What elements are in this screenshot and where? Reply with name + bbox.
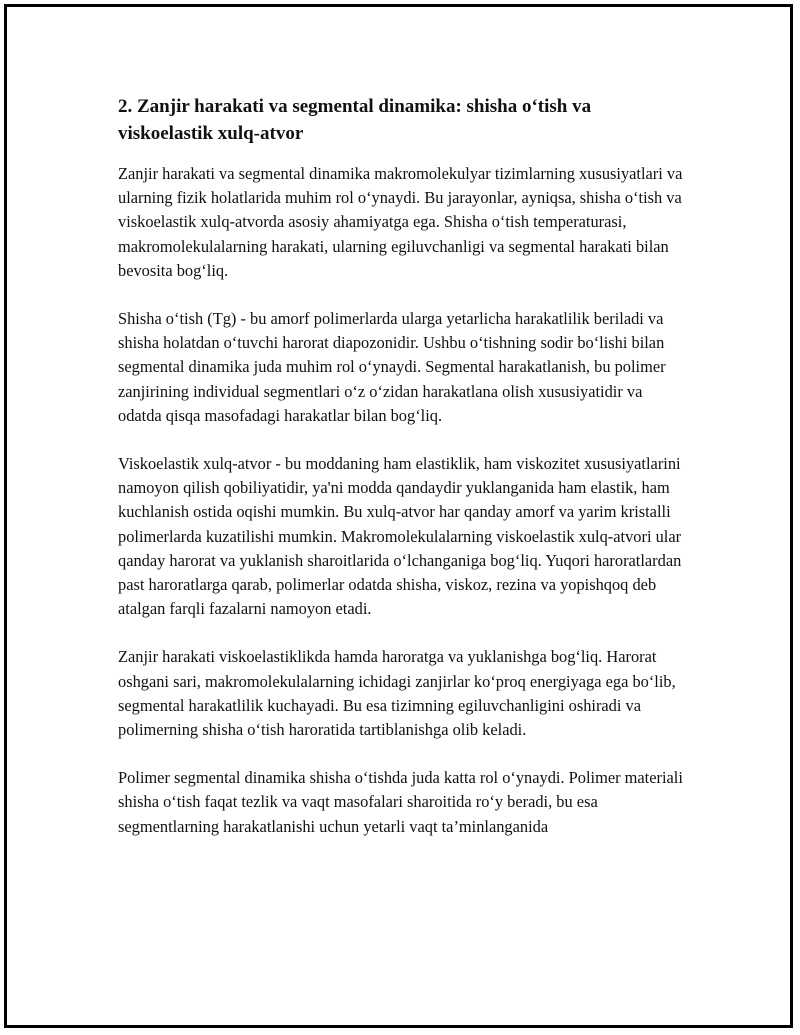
section-heading: 2. Zanjir harakati va segmental dinamika: shisha o‘tish va viskoelastik xulq-atvor [118, 96, 592, 144]
paragraph: Polimer segmental dinamika shisha o‘tishda juda katta rol o‘ynaydi. Polimer materiali shisha o‘tish faqat tezlik va vaqt masofalari sharoitida ro‘y beradi, bu esa segmentlarning harakatlanishi uchun yetarli vaqt ta’minlanganida [118, 768, 683, 836]
paragraph: Zanjir harakati viskoelastiklikda hamda haroratga va yuklanishga bog‘liq. Harorat oshgani sari, makromolekulalarning ichidagi zanjirlar ko‘proq energiyaga ega bo‘lib, segmental harakatlilik kuchayadi. Bu esa tizimning egiluvchanligini oshiradi va polimerning shisha o‘tish haroratida tartiblanishga olib keladi. [118, 647, 676, 740]
document-body [118, 93, 688, 863]
paragraph: Zanjir harakati va segmental dinamika makromolekulyar tizimlarning xususiyatlari va ularning fizik holatlarida muhim rol o‘ynaydi. Bu jarayonlar, ayniqsa, shisha o‘tish va viskoelastik xulq-atvorda asosiy ahamiyatga ega. Shisha o‘tish temperaturasi, makromolekulalarning harakati, ularning egiluvchanligi va segmental harakati bilan bevosita bog‘liq. [118, 164, 683, 280]
paragraph: Shisha o‘tish (Tg) - bu amorf polimerlarda ularga yetarlicha harakatlilik beriladi va shisha holatdan o‘tuvchi harorat diapozonidir. Ushbu o‘tishning sodir bo‘lishi bilan segmental dinamika juda muhim rol o‘ynaydi. Segmental harakatlanish, bu polimer zanjirining individual segmentlari o‘z o‘zidan harakatlana olish xususiyatidir va odatda qisqa masofadagi harakatlar bilan bog‘liq. [118, 309, 666, 425]
paragraph: Viskoelastik xulq-atvor - bu moddaning ham elastiklik, ham viskozitet xususiyatlarini namoyon qilish qobiliyatidir, ya'ni modda qandaydir yuklanganida ham elastik, ham kuchlanish ostida oqishi mumkin. Bu xulq-atvor har qanday amorf va yarim kristalli polimerlarda kuzatilishi mumkin. Makromolekulalarning viskoelastik xulq-atvori ular qanday harorat va yuklanish sharoitlarida o‘lchanganiga bog‘liq. Yuqori haroratlardan past haroratlarga qarab, polimerlar odatda shisha, viskoz, rezina va yopishqoq deb atalgan farqli fazalarni namoyon etadi. [118, 454, 682, 619]
